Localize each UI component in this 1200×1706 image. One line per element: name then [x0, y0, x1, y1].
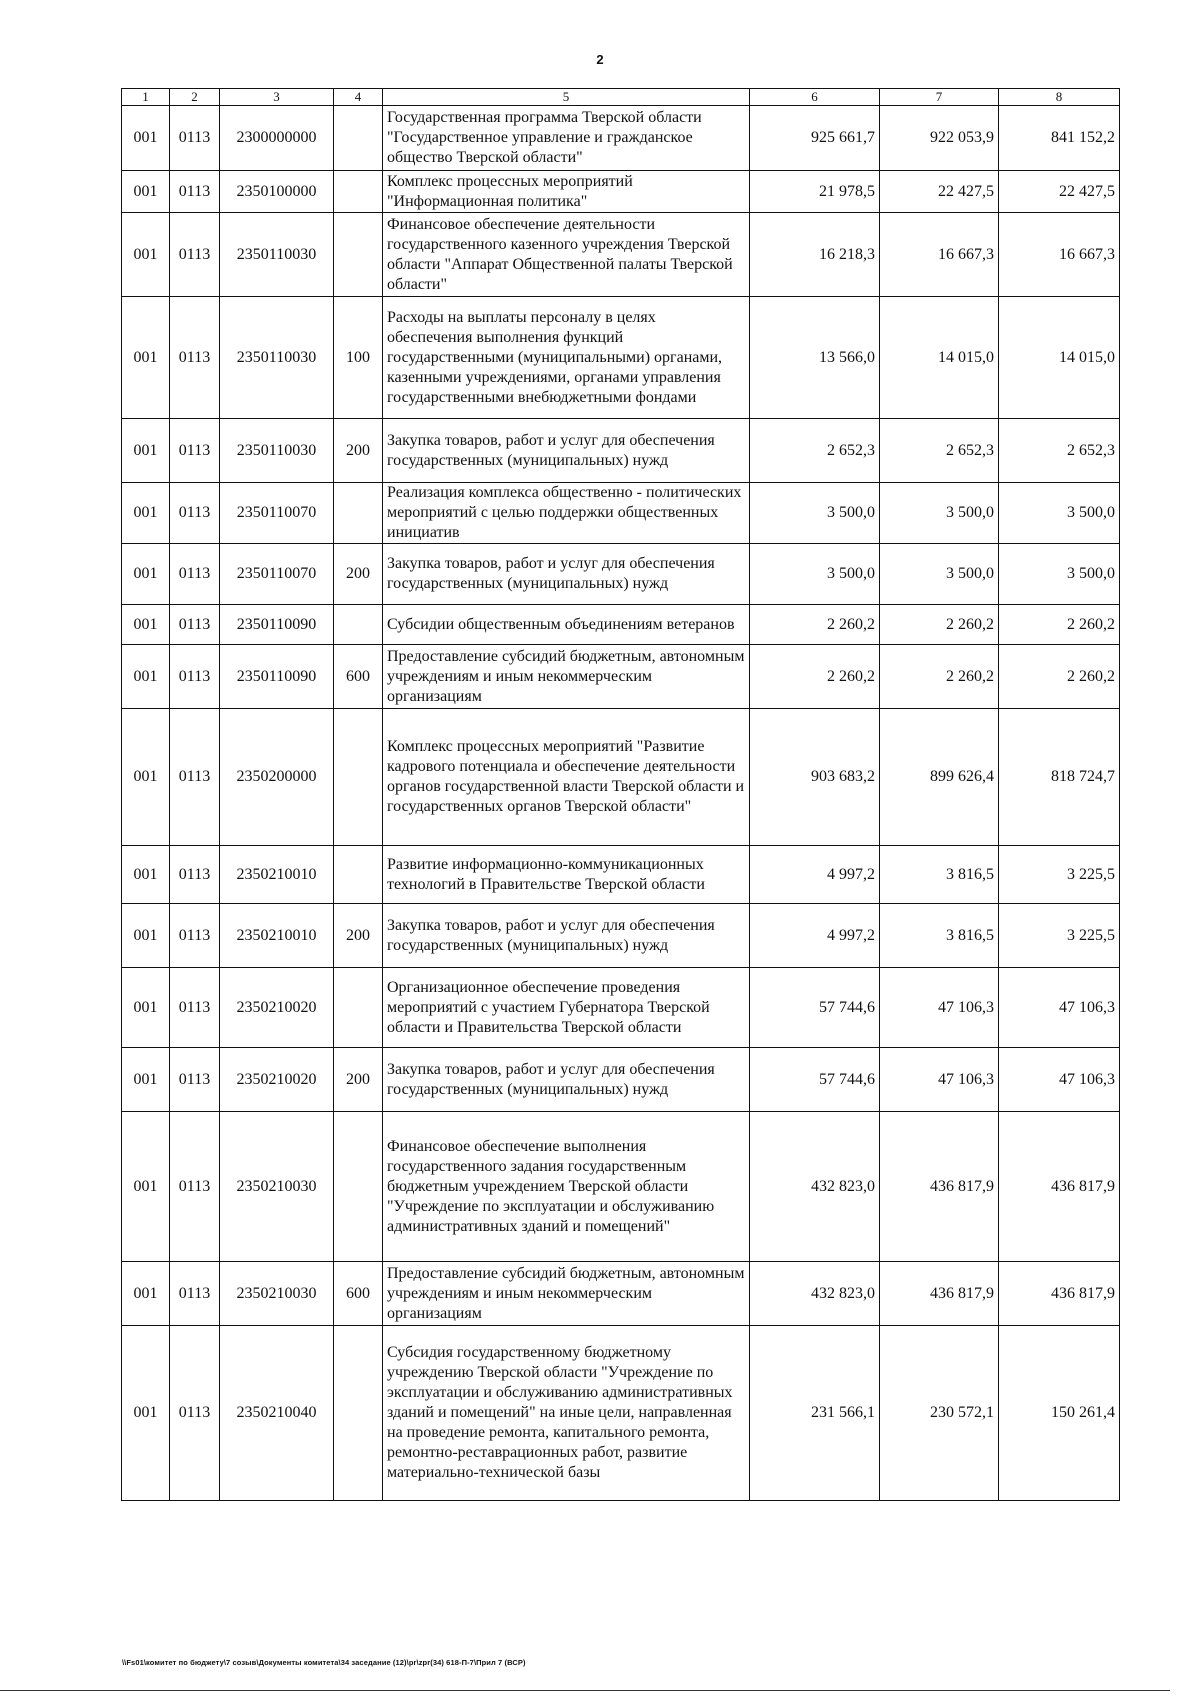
cell-amount-year2: 3 500,0 [880, 544, 999, 605]
cell-description: Предоставление субсидий бюджетным, автономным учреждениям и иным некоммерческим организациям [383, 645, 750, 709]
cell-target-article: 2350210020 [220, 968, 334, 1048]
cell-expense-type: 200 [334, 904, 383, 968]
cell-section-code: 001 [122, 846, 170, 904]
cell-amount-year1: 4 997,2 [750, 904, 880, 968]
cell-target-article: 2350210010 [220, 846, 334, 904]
cell-amount-year2: 436 817,9 [880, 1262, 999, 1326]
cell-expense-type [334, 605, 383, 645]
cell-amount-year1: 2 652,3 [750, 419, 880, 483]
cell-description: Закупка товаров, работ и услуг для обеспечения государственных (муниципальных) нужд [383, 544, 750, 605]
cell-expense-type [334, 846, 383, 904]
column-number-row [122, 89, 1120, 106]
cell-amount-year3: 150 261,4 [999, 1326, 1120, 1501]
cell-amount-year3: 47 106,3 [999, 1048, 1120, 1112]
table-row [122, 846, 1120, 904]
cell-amount-year2: 47 106,3 [880, 1048, 999, 1112]
cell-target-article: 2350110090 [220, 645, 334, 709]
cell-amount-year3: 16 667,3 [999, 213, 1120, 297]
table-row [122, 968, 1120, 1048]
cell-subsection-code: 0113 [170, 1048, 220, 1112]
cell-amount-year3: 2 260,2 [999, 605, 1120, 645]
cell-section-code: 001 [122, 904, 170, 968]
cell-subsection-code: 0113 [170, 709, 220, 846]
cell-amount-year1: 925 661,7 [750, 106, 880, 171]
cell-amount-year2: 3 816,5 [880, 846, 999, 904]
cell-expense-type [334, 1326, 383, 1501]
cell-expense-type [334, 1112, 383, 1262]
cell-amount-year3: 436 817,9 [999, 1262, 1120, 1326]
cell-amount-year3: 841 152,2 [999, 106, 1120, 171]
table-row [122, 544, 1120, 605]
budget-table [121, 88, 1120, 1501]
cell-expense-type [334, 213, 383, 297]
cell-subsection-code: 0113 [170, 297, 220, 419]
column-number: 1 [122, 89, 170, 106]
cell-description: Финансовое обеспечение выполнения государственного задания государственным бюджетным учреждением Тверской области "Учреждение по эксплуатации и обслуживанию административных зданий и помещений" [383, 1112, 750, 1262]
cell-amount-year3: 436 817,9 [999, 1112, 1120, 1262]
column-number: 4 [334, 89, 383, 106]
table-row [122, 1326, 1120, 1501]
table-row [122, 297, 1120, 419]
cell-subsection-code: 0113 [170, 544, 220, 605]
cell-description: Комплекс процессных мероприятий "Информационная политика" [383, 171, 750, 213]
cell-amount-year2: 3 500,0 [880, 483, 999, 544]
table-row [122, 1112, 1120, 1262]
cell-section-code: 001 [122, 645, 170, 709]
cell-section-code: 001 [122, 1262, 170, 1326]
cell-subsection-code: 0113 [170, 645, 220, 709]
cell-target-article: 2350110030 [220, 213, 334, 297]
cell-amount-year2: 2 652,3 [880, 419, 999, 483]
cell-section-code: 001 [122, 483, 170, 544]
column-number: 8 [999, 89, 1120, 106]
cell-target-article: 2350110090 [220, 605, 334, 645]
cell-subsection-code: 0113 [170, 171, 220, 213]
cell-description: Закупка товаров, работ и услуг для обеспечения государственных (муниципальных) нужд [383, 904, 750, 968]
cell-target-article: 2350210030 [220, 1112, 334, 1262]
cell-section-code: 001 [122, 605, 170, 645]
cell-amount-year2: 230 572,1 [880, 1326, 999, 1501]
cell-amount-year3: 818 724,7 [999, 709, 1120, 846]
footer-file-path: \\Fs01\комитет по бюджету\7 созыв\Документы комитета\34 заседание (12)\pr\zpr(34) 618-П-7\Прил 7 (ВСР) [122, 1658, 526, 1667]
cell-amount-year1: 432 823,0 [750, 1112, 880, 1262]
cell-expense-type [334, 483, 383, 544]
cell-amount-year1: 2 260,2 [750, 605, 880, 645]
cell-target-article: 2350210040 [220, 1326, 334, 1501]
cell-subsection-code: 0113 [170, 1262, 220, 1326]
cell-subsection-code: 0113 [170, 419, 220, 483]
cell-amount-year2: 3 816,5 [880, 904, 999, 968]
cell-description: Организационное обеспечение проведения мероприятий с участием Губернатора Тверской области и Правительства Тверской области [383, 968, 750, 1048]
cell-amount-year1: 2 260,2 [750, 645, 880, 709]
cell-subsection-code: 0113 [170, 1112, 220, 1262]
cell-amount-year2: 922 053,9 [880, 106, 999, 171]
cell-section-code: 001 [122, 709, 170, 846]
table-row [122, 106, 1120, 171]
table-row [122, 605, 1120, 645]
cell-description: Комплекс процессных мероприятий "Развитие кадрового потенциала и обеспечение деятельности органов государственной власти Тверской области и государственных органов Тверской области" [383, 709, 750, 846]
cell-target-article: 2350110070 [220, 544, 334, 605]
cell-description: Государственная программа Тверской области "Государственное управление и гражданское общество Тверской области" [383, 106, 750, 171]
cell-subsection-code: 0113 [170, 213, 220, 297]
cell-target-article: 2350110030 [220, 419, 334, 483]
page-number: 2 [596, 52, 604, 67]
cell-section-code: 001 [122, 297, 170, 419]
table-row [122, 171, 1120, 213]
cell-amount-year3: 14 015,0 [999, 297, 1120, 419]
cell-section-code: 001 [122, 419, 170, 483]
column-number: 7 [880, 89, 999, 106]
cell-amount-year3: 2 652,3 [999, 419, 1120, 483]
cell-amount-year3: 3 500,0 [999, 483, 1120, 544]
cell-expense-type: 100 [334, 297, 383, 419]
cell-description: Субсидия государственному бюджетному учреждению Тверской области "Учреждение по эксплуатации и обслуживанию административных зданий и помещений" на иные цели, направленная на проведение ремонта, капитального ремонта, ремонтно-реставрационных работ, развитие материально-технической базы [383, 1326, 750, 1501]
cell-subsection-code: 0113 [170, 1326, 220, 1501]
cell-section-code: 001 [122, 544, 170, 605]
cell-expense-type [334, 106, 383, 171]
cell-amount-year3: 47 106,3 [999, 968, 1120, 1048]
table-row [122, 483, 1120, 544]
cell-expense-type: 600 [334, 1262, 383, 1326]
cell-subsection-code: 0113 [170, 483, 220, 544]
cell-amount-year1: 57 744,6 [750, 1048, 880, 1112]
cell-amount-year3: 3 500,0 [999, 544, 1120, 605]
cell-subsection-code: 0113 [170, 904, 220, 968]
cell-amount-year2: 16 667,3 [880, 213, 999, 297]
table-row [122, 1262, 1120, 1326]
cell-amount-year1: 4 997,2 [750, 846, 880, 904]
cell-amount-year1: 13 566,0 [750, 297, 880, 419]
table-row [122, 709, 1120, 846]
column-number: 2 [170, 89, 220, 106]
cell-description: Закупка товаров, работ и услуг для обеспечения государственных (муниципальных) нужд [383, 1048, 750, 1112]
cell-description: Расходы на выплаты персоналу в целях обеспечения выполнения функций государственными (муниципальными) органами, казенными учреждениями, органами управления государственными внебюджетными фондами [383, 297, 750, 419]
cell-expense-type: 200 [334, 419, 383, 483]
cell-amount-year1: 231 566,1 [750, 1326, 880, 1501]
cell-description: Закупка товаров, работ и услуг для обеспечения государственных (муниципальных) нужд [383, 419, 750, 483]
cell-amount-year3: 22 427,5 [999, 171, 1120, 213]
cell-section-code: 001 [122, 1112, 170, 1262]
cell-expense-type: 200 [334, 544, 383, 605]
cell-subsection-code: 0113 [170, 106, 220, 171]
column-number: 5 [383, 89, 750, 106]
cell-amount-year2: 436 817,9 [880, 1112, 999, 1262]
table-row [122, 419, 1120, 483]
cell-amount-year2: 899 626,4 [880, 709, 999, 846]
cell-section-code: 001 [122, 171, 170, 213]
cell-amount-year3: 3 225,5 [999, 904, 1120, 968]
cell-amount-year1: 3 500,0 [750, 483, 880, 544]
cell-amount-year1: 432 823,0 [750, 1262, 880, 1326]
cell-expense-type [334, 171, 383, 213]
cell-subsection-code: 0113 [170, 605, 220, 645]
cell-target-article: 2350110030 [220, 297, 334, 419]
table-row [122, 213, 1120, 297]
cell-description: Реализация комплекса общественно - политических мероприятий с целью поддержки общественных инициатив [383, 483, 750, 544]
cell-description: Предоставление субсидий бюджетным, автономным учреждениям и иным некоммерческим организациям [383, 1262, 750, 1326]
footer-rule [0, 1690, 1170, 1691]
cell-amount-year2: 2 260,2 [880, 645, 999, 709]
cell-expense-type: 200 [334, 1048, 383, 1112]
cell-target-article: 2350210010 [220, 904, 334, 968]
cell-target-article: 2350200000 [220, 709, 334, 846]
cell-subsection-code: 0113 [170, 846, 220, 904]
cell-amount-year3: 2 260,2 [999, 645, 1120, 709]
cell-expense-type: 600 [334, 645, 383, 709]
cell-target-article: 2350110070 [220, 483, 334, 544]
cell-section-code: 001 [122, 968, 170, 1048]
cell-amount-year3: 3 225,5 [999, 846, 1120, 904]
cell-target-article: 2350100000 [220, 171, 334, 213]
cell-target-article: 2350210030 [220, 1262, 334, 1326]
table-row [122, 904, 1120, 968]
cell-description: Субсидии общественным объединениям ветеранов [383, 605, 750, 645]
cell-expense-type [334, 968, 383, 1048]
table-row [122, 645, 1120, 709]
table-row [122, 1048, 1120, 1112]
cell-target-article: 2300000000 [220, 106, 334, 171]
cell-amount-year2: 14 015,0 [880, 297, 999, 419]
cell-subsection-code: 0113 [170, 968, 220, 1048]
cell-expense-type [334, 709, 383, 846]
cell-section-code: 001 [122, 106, 170, 171]
cell-amount-year1: 903 683,2 [750, 709, 880, 846]
cell-amount-year2: 47 106,3 [880, 968, 999, 1048]
cell-amount-year1: 3 500,0 [750, 544, 880, 605]
cell-section-code: 001 [122, 1326, 170, 1501]
cell-amount-year1: 57 744,6 [750, 968, 880, 1048]
cell-section-code: 001 [122, 1048, 170, 1112]
cell-description: Финансовое обеспечение деятельности государственного казенного учреждения Тверской области "Аппарат Общественной палаты Тверской области" [383, 213, 750, 297]
cell-section-code: 001 [122, 213, 170, 297]
cell-amount-year1: 16 218,3 [750, 213, 880, 297]
cell-amount-year2: 2 260,2 [880, 605, 999, 645]
column-number: 6 [750, 89, 880, 106]
cell-target-article: 2350210020 [220, 1048, 334, 1112]
column-number: 3 [220, 89, 334, 106]
cell-description: Развитие информационно-коммуникационных технологий в Правительстве Тверской области [383, 846, 750, 904]
cell-amount-year1: 21 978,5 [750, 171, 880, 213]
cell-amount-year2: 22 427,5 [880, 171, 999, 213]
